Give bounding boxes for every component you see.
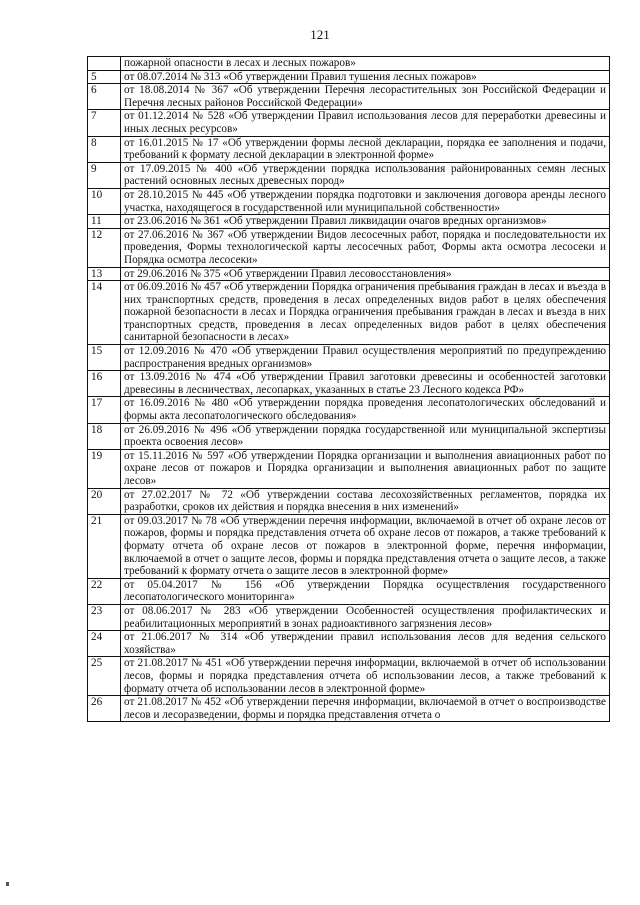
table-row bbox=[88, 578, 610, 604]
regulation-text-cell: от 28.10.2015 № 445 «Об утверждении порядка подготовки и заключения договора аренды лесного участка, находящегося в государственной или муниципальной собственности» bbox=[121, 188, 610, 214]
table-row bbox=[88, 162, 610, 188]
table-row bbox=[88, 696, 610, 722]
regulation-text-cell: от 12.09.2016 № 470 «Об утверждении Правил осуществления мероприятий по предупреждению распространения вредных организмов» bbox=[121, 345, 610, 371]
table-row bbox=[88, 631, 610, 657]
table-row bbox=[88, 423, 610, 449]
row-number-cell: 10 bbox=[88, 188, 121, 214]
row-number-cell: 23 bbox=[88, 604, 121, 630]
regulations-table bbox=[87, 56, 610, 722]
row-number-cell: 24 bbox=[88, 631, 121, 657]
row-number-cell: 12 bbox=[88, 228, 121, 267]
regulation-text-cell: от 05.04.2017 № 156 «Об утверждении Порядка осуществления государственного лесопатологического мониторинга» bbox=[121, 578, 610, 604]
table-row bbox=[88, 281, 610, 345]
row-number-cell: 22 bbox=[88, 578, 121, 604]
table-row bbox=[88, 267, 610, 281]
table-row bbox=[88, 397, 610, 423]
table-row bbox=[88, 215, 610, 229]
scan-artifact-mark bbox=[6, 882, 9, 886]
table-row bbox=[88, 110, 610, 136]
table-row bbox=[88, 657, 610, 696]
row-number-cell: 19 bbox=[88, 449, 121, 488]
row-number-cell: 17 bbox=[88, 397, 121, 423]
row-number-cell: 14 bbox=[88, 281, 121, 345]
regulation-text-cell: от 08.07.2014 № 313 «Об утверждении Правил тушения лесных пожаров» bbox=[121, 70, 610, 84]
table-row bbox=[88, 188, 610, 214]
regulation-text-cell: от 17.09.2015 № 400 «Об утверждении порядка использования районированных семян лесных растений основных лесных древесных пород» bbox=[121, 162, 610, 188]
table-row bbox=[88, 70, 610, 84]
row-number-cell: 9 bbox=[88, 162, 121, 188]
regulation-text-cell: от 21.06.2017 № 314 «Об утверждении правил использования лесов для ведения сельского хозяйства» bbox=[121, 631, 610, 657]
row-number-cell: 25 bbox=[88, 657, 121, 696]
regulation-text-cell: от 21.08.2017 № 452 «Об утверждении перечня информации, включаемой в отчет о воспроизводстве лесов и лесоразведении, формы и порядка представления отчета о bbox=[121, 696, 610, 722]
regulation-text-cell: от 06.09.2016 № 457 «Об утверждении Порядка ограничения пребывания граждан в лесах и въезда в них транспортных средств, проведения в лесах определенных видов работ в целях обеспечения пожарной безопасности в лесах и Порядка ограничения пребывания граждан в лесах и въезда в них транспортных средств, проведения в лесах определенных видов работ в целях обеспечения санитарной безопасности в лесах» bbox=[121, 281, 610, 345]
row-number-cell: 21 bbox=[88, 514, 121, 578]
row-number-cell: 7 bbox=[88, 110, 121, 136]
regulation-text-cell: от 27.02.2017 № 72 «Об утверждении состава лесохозяйственных регламентов, порядка их разработки, сроков их действия и порядка внесения в них изменений» bbox=[121, 488, 610, 514]
regulation-text-cell: от 29.06.2016 № 375 «Об утверждении Правил лесовосстановления» bbox=[121, 267, 610, 281]
regulations-table-body bbox=[88, 57, 610, 722]
table-row bbox=[88, 84, 610, 110]
row-number-cell: 15 bbox=[88, 345, 121, 371]
regulation-text-cell: от 08.06.2017 № 283 «Об утверждении Особенностей осуществления профилактических и реабилитационных мероприятий в зонах радиоактивного загрязнения лесов» bbox=[121, 604, 610, 630]
regulation-text-cell: от 26.09.2016 № 496 «Об утверждении порядка государственной или муниципальной экспертизы проекта освоения лесов» bbox=[121, 423, 610, 449]
row-number-cell: 13 bbox=[88, 267, 121, 281]
row-number-cell: 26 bbox=[88, 696, 121, 722]
regulation-text-cell: от 15.11.2016 № 597 «Об утверждении Порядка организации и выполнения авиационных работ по охране лесов от пожаров и Порядка организации и выполнения авиационных работ по защите лесов» bbox=[121, 449, 610, 488]
table-row bbox=[88, 57, 610, 71]
regulation-text-cell: от 23.06.2016 № 361 «Об утверждении Правил ликвидации очагов вредных организмов» bbox=[121, 215, 610, 229]
row-number-cell: 5 bbox=[88, 70, 121, 84]
regulation-text-cell: от 16.09.2016 № 480 «Об утверждении порядка проведения лесопатологических обследований и формы акта лесопатологического обследования» bbox=[121, 397, 610, 423]
row-number-cell: 20 bbox=[88, 488, 121, 514]
row-number-cell: 8 bbox=[88, 136, 121, 162]
row-number-cell: 11 bbox=[88, 215, 121, 229]
regulation-text-cell: пожарной опасности в лесах и лесных пожаров» bbox=[121, 57, 610, 71]
table-row bbox=[88, 604, 610, 630]
table-row bbox=[88, 371, 610, 397]
table-row bbox=[88, 345, 610, 371]
row-number-cell: 6 bbox=[88, 84, 121, 110]
table-row bbox=[88, 449, 610, 488]
table-row bbox=[88, 514, 610, 578]
row-number-cell: 16 bbox=[88, 371, 121, 397]
table-row bbox=[88, 228, 610, 267]
regulation-text-cell: от 01.12.2014 № 528 «Об утверждении Правил использования лесов для переработки древесины и иных лесных ресурсов» bbox=[121, 110, 610, 136]
page-number: 121 bbox=[310, 27, 330, 42]
table-row bbox=[88, 136, 610, 162]
row-number-cell bbox=[88, 57, 121, 71]
row-number-cell: 18 bbox=[88, 423, 121, 449]
regulation-text-cell: от 21.08.2017 № 451 «Об утверждении перечня информации, включаемой в отчет об использовании лесов, формы и порядка представления отчета об использовании лесов, а также требований к формату отчета об использовании лесов в электронной форме» bbox=[121, 657, 610, 696]
regulation-text-cell: от 16.01.2015 № 17 «Об утверждении формы лесной декларации, порядка ее заполнения и подачи, требований к формату лесной декларации в электронной форме» bbox=[121, 136, 610, 162]
regulation-text-cell: от 13.09.2016 № 474 «Об утверждении Правил заготовки древесины и особенностей заготовки древесины в лесничествах, лесопарках, указанных в статье 23 Лесного кодекса РФ» bbox=[121, 371, 610, 397]
regulation-text-cell: от 27.06.2016 № 367 «Об утверждении Видов лесосечных работ, порядка и последовательности их проведения, Формы технологической карты лесосечных работ, Формы акта осмотра лесосеки и Порядка осмотра лесосеки» bbox=[121, 228, 610, 267]
regulation-text-cell: от 09.03.2017 № 78 «Об утверждении перечня информации, включаемой в отчет об охране лесов от пожаров, формы и порядка представления отчета об охране лесов от пожаров, а также требований к формату отчета об охране лесов от пожаров в электронной форме, перечня информации, включаемой в отчет о защите лесов, формы и порядка представления отчета о защите лесов, а также требований к формату отчета о защите лесов в электронной форме» bbox=[121, 514, 610, 578]
regulation-text-cell: от 18.08.2014 № 367 «Об утверждении Перечня лесорастительных зон Российской Федерации и Перечня лесных районов Российской Федерации» bbox=[121, 84, 610, 110]
table-row bbox=[88, 488, 610, 514]
